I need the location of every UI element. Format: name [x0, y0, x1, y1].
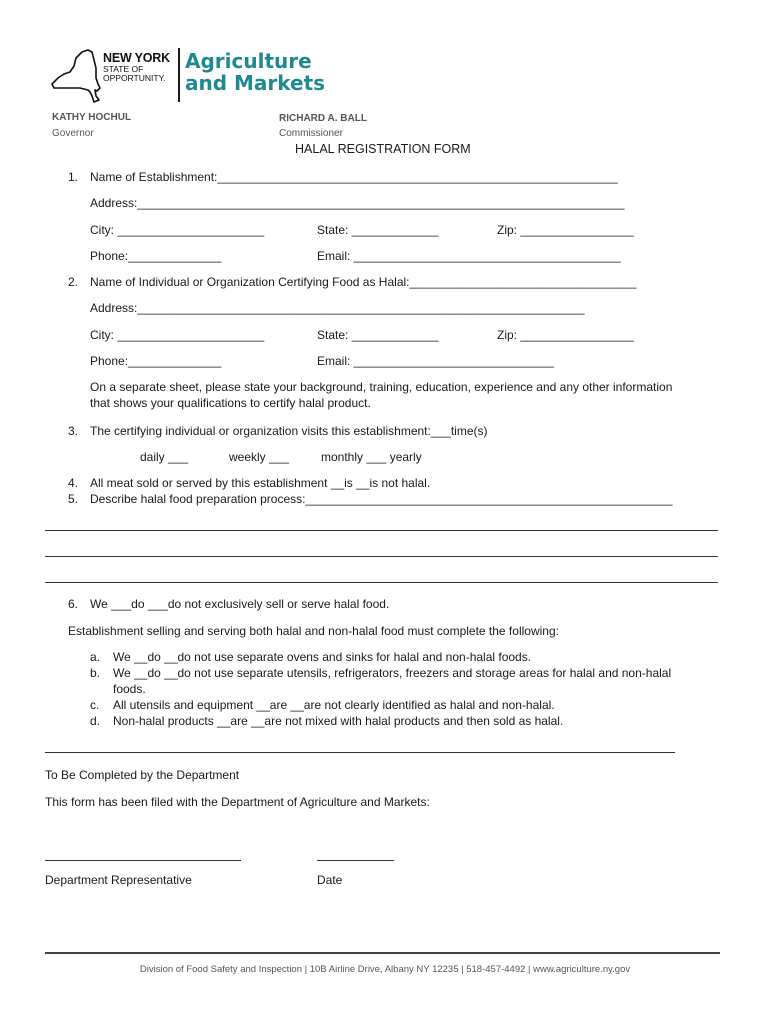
representative-label: Department Representative — [45, 873, 192, 887]
q3-daily-option[interactable]: daily ___ — [140, 450, 189, 464]
q4-number: 4. — [68, 476, 79, 490]
date-label: Date — [317, 873, 343, 887]
q1-establishment-field[interactable]: Name of Establishment:____________________________________________________________ — [90, 170, 618, 184]
q1-zip-field[interactable]: Zip: _________________ — [497, 223, 634, 237]
q2-zip-field[interactable]: Zip: _________________ — [497, 328, 634, 342]
footer-divider — [45, 952, 720, 954]
item-b-continued: foods. — [113, 682, 146, 696]
footer-contact-info: Division of Food Safety and Inspection | 10B Airline Drive, Albany NY 12235 | 518-457-4492 | www.agriculture.ny.gov — [139, 964, 631, 975]
form-title: HALAL REGISTRATION FORM — [295, 142, 471, 156]
q2-state-field[interactable]: State: _____________ — [317, 328, 439, 342]
mixed-food-intro: Establishment selling and serving both halal and non-halal food must complete the following: — [68, 624, 559, 638]
q5-blank-line-1[interactable] — [45, 530, 718, 531]
agency-logo-text — [185, 50, 325, 94]
department-filed-text: This form has been filed with the Department of Agriculture and Markets: — [45, 795, 430, 809]
q2-email-field[interactable]: Email: ______________________________ — [317, 354, 554, 368]
state-name: NEW YORK — [103, 51, 170, 65]
q5-blank-line-3[interactable] — [45, 582, 718, 583]
item-d-marker: d. — [90, 714, 101, 728]
q2-phone-field[interactable]: Phone:______________ — [90, 354, 222, 368]
q4-halal-meat-field[interactable]: All meat sold or served by this establishment __is __is not halal. — [90, 476, 431, 490]
commissioner-name: RICHARD A. BALL — [279, 113, 367, 124]
q5-blank-line-2[interactable] — [45, 556, 718, 557]
q1-number: 1. — [68, 170, 79, 184]
agency-line1: Agriculture — [185, 49, 312, 73]
date-signature-line[interactable] — [317, 860, 394, 861]
commissioner-title: Commissioner — [279, 128, 343, 139]
q6-exclusive-halal-field[interactable]: We ___do ___do not exclusively sell or serve halal food. — [90, 597, 390, 611]
tagline-line1: STATE OF — [103, 64, 144, 74]
tagline-line2: OPPORTUNITY. — [103, 73, 166, 83]
item-c-marker: c. — [90, 698, 100, 712]
agency-line2: and Markets — [185, 71, 326, 95]
q5-number: 5. — [68, 492, 79, 506]
item-b-utensils-field[interactable]: We __do __do not use separate utensils, refrigerators, freezers and storage areas for halal and non-halal — [113, 666, 672, 680]
logo-divider — [178, 48, 180, 102]
q2-number: 2. — [68, 275, 79, 289]
q1-address-field[interactable]: Address:_________________________________________________________________________ — [90, 196, 625, 210]
q6-number: 6. — [68, 597, 79, 611]
q3-weekly-option[interactable]: weekly ___ — [229, 450, 290, 464]
item-a-marker: a. — [90, 650, 101, 664]
governor-title: Governor — [52, 128, 94, 139]
item-c-equipment-field[interactable]: All utensils and equipment __are __are not clearly identified as halal and non-halal. — [113, 698, 555, 712]
q1-email-field[interactable]: Email: ________________________________________ — [317, 249, 621, 263]
new-york-state-map-icon — [50, 44, 102, 109]
section-separator — [45, 752, 675, 753]
q2-certifier-field[interactable]: Name of Individual or Organization Certifying Food as Halal:__________________________________ — [90, 275, 637, 289]
q2-city-field[interactable]: City: ______________________ — [90, 328, 265, 342]
item-b-marker: b. — [90, 666, 101, 680]
governor-name: KATHY HOCHUL — [52, 112, 132, 123]
q2-note-line2: that shows your qualifications to certify halal product. — [90, 396, 371, 410]
ny-state-logo-text — [103, 52, 170, 83]
q2-note-line1: On a separate sheet, please state your background, training, education, experience and any other information — [90, 380, 673, 394]
q2-address-field[interactable]: Address:___________________________________________________________________ — [90, 301, 585, 315]
representative-signature-line[interactable] — [45, 860, 241, 861]
item-a-ovens-sinks-field[interactable]: We __do __do not use separate ovens and sinks for halal and non-halal foods. — [113, 650, 532, 664]
department-heading: To Be Completed by the Department — [45, 768, 240, 782]
item-d-mixed-products-field[interactable]: Non-halal products __are __are not mixed with halal products and then sold as halal. — [113, 714, 564, 728]
q1-phone-field[interactable]: Phone:______________ — [90, 249, 222, 263]
q3-number: 3. — [68, 424, 79, 438]
q1-city-field[interactable]: City: ______________________ — [90, 223, 265, 237]
q3-monthly-yearly-option[interactable]: monthly ___ yearly — [321, 450, 422, 464]
q3-visit-frequency[interactable]: The certifying individual or organization visits this establishment:___time(s) — [90, 424, 488, 438]
q5-preparation-field[interactable]: Describe halal food preparation process:_______________________________________________________ — [90, 492, 673, 506]
q1-state-field[interactable]: State: _____________ — [317, 223, 439, 237]
